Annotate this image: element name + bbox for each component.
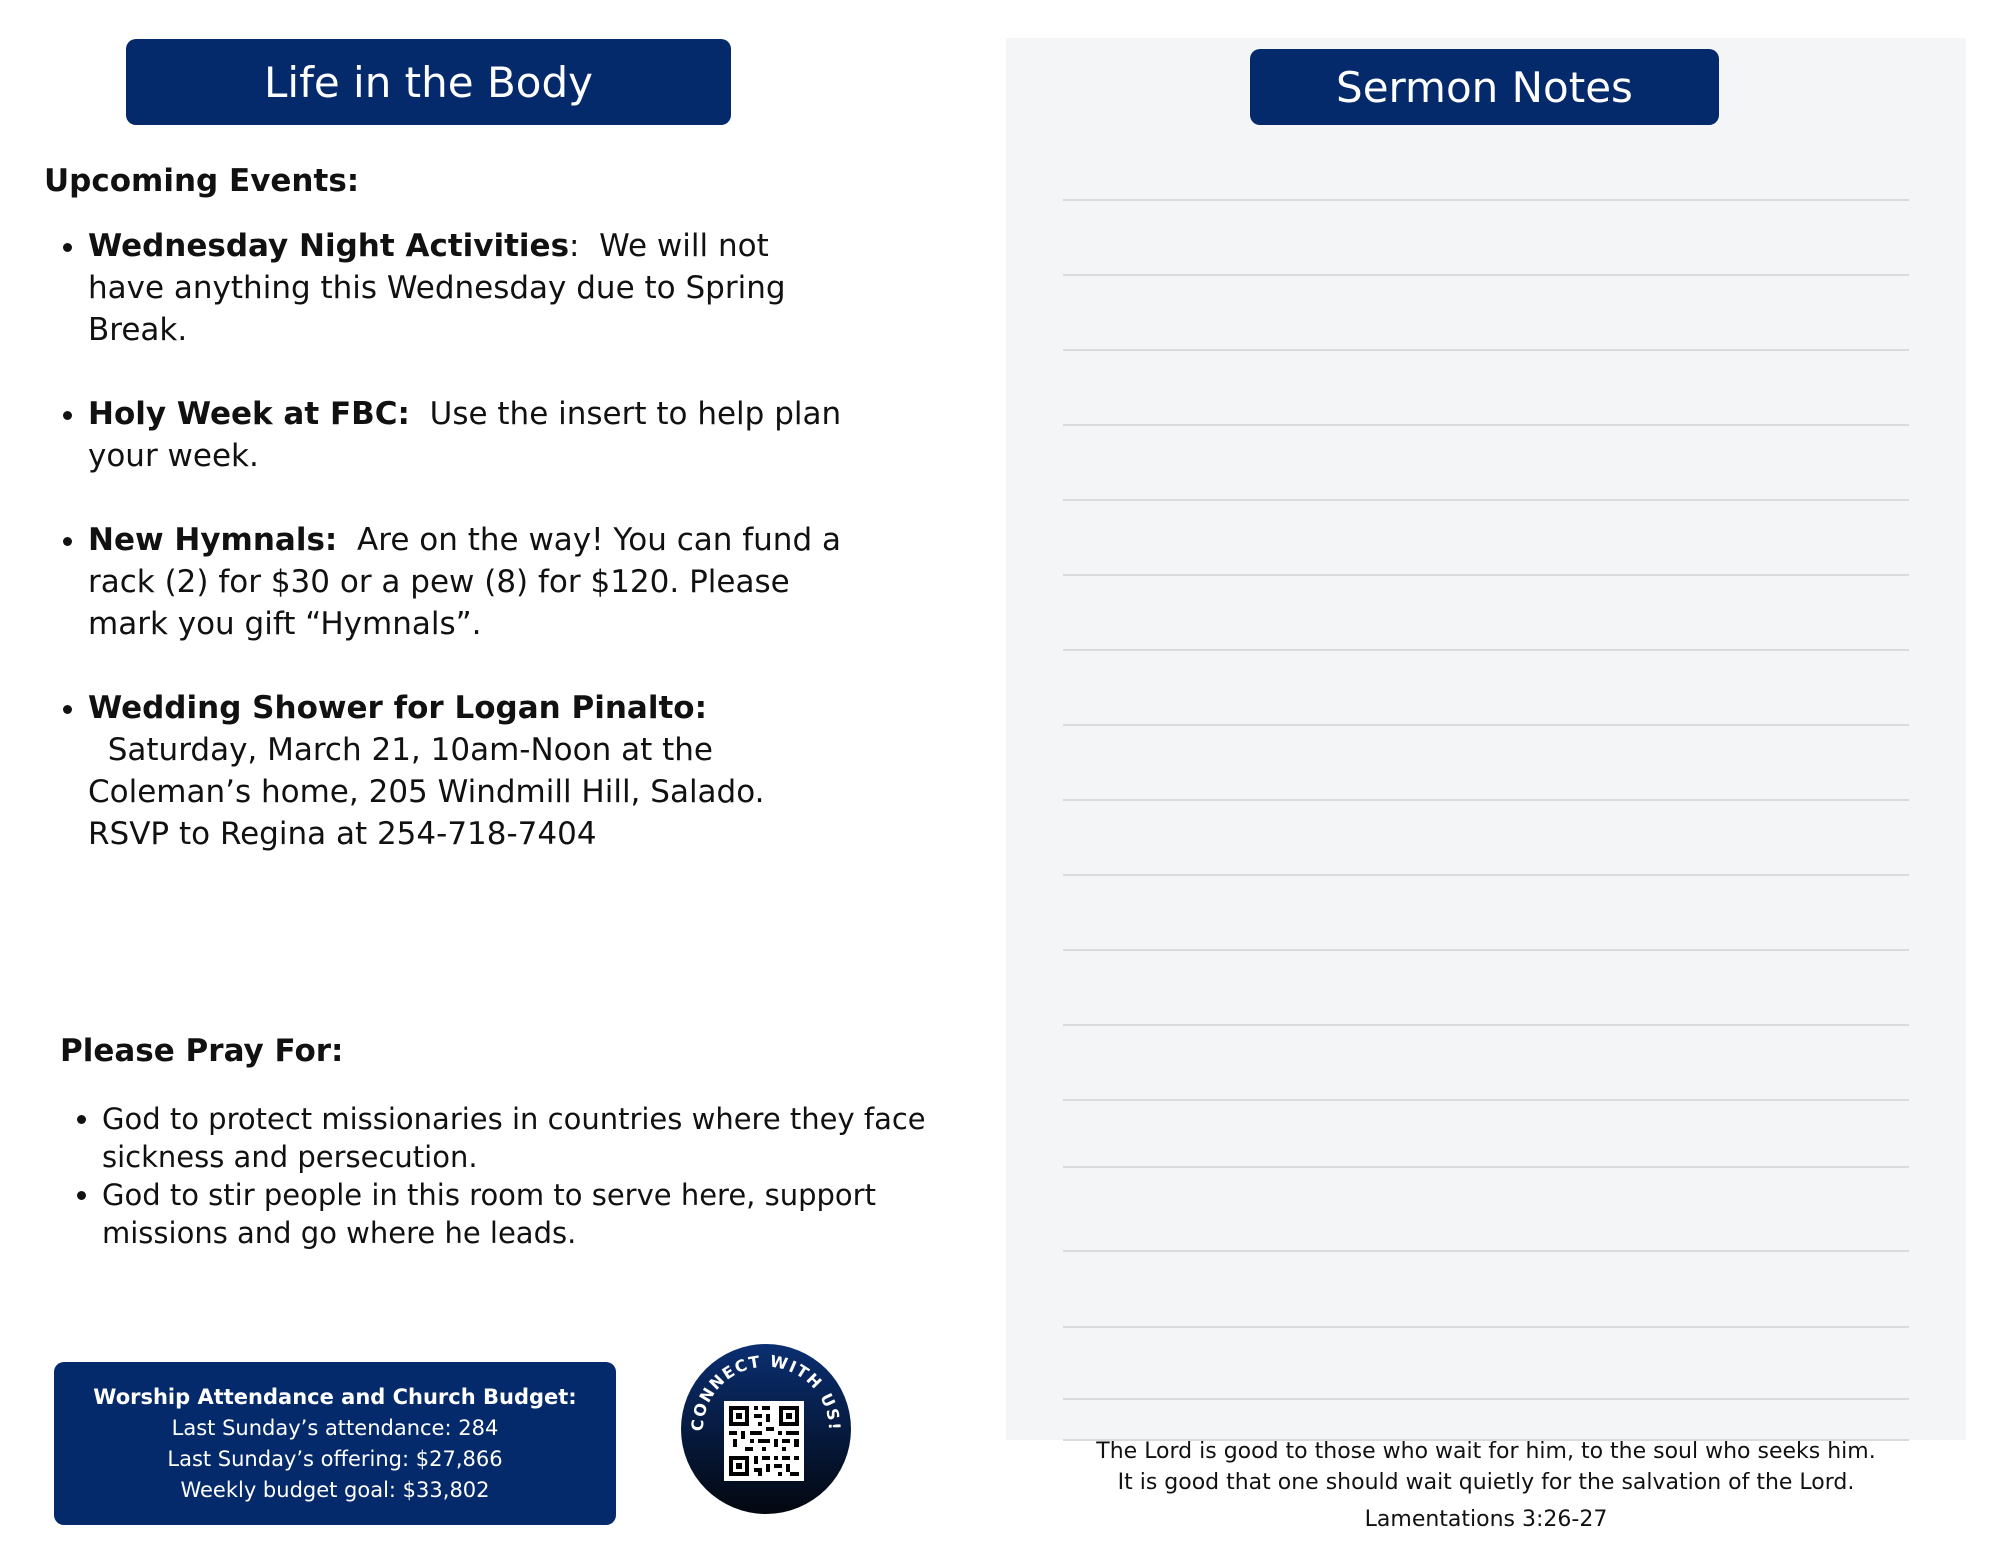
sermon-notes-panel bbox=[1006, 38, 1966, 1440]
note-line[interactable] bbox=[1063, 499, 1909, 501]
budget-box bbox=[54, 1362, 616, 1525]
event-item bbox=[88, 393, 848, 477]
budget-heading: Worship Attendance and Church Budget: bbox=[93, 1384, 577, 1409]
note-line[interactable] bbox=[1063, 349, 1909, 351]
verse-line-2: It is good that one should wait quietly for the salvation of the Lord. bbox=[1117, 1470, 1855, 1495]
note-line[interactable] bbox=[1063, 724, 1909, 726]
budget-goal-text: Weekly budget goal: $33,802 bbox=[180, 1477, 490, 1502]
note-line[interactable] bbox=[1063, 1250, 1909, 1252]
note-line[interactable] bbox=[1063, 574, 1909, 576]
event-title: Wedding Shower for Logan Pinalto: bbox=[88, 690, 707, 726]
verse-line-1: The Lord is good to those who wait for him, to the soul who seeks him. bbox=[1096, 1439, 1876, 1464]
connect-with-us-badge[interactable] bbox=[680, 1343, 852, 1515]
connect-label: CONNECT WITH US! bbox=[687, 1351, 845, 1432]
life-in-the-body-title: Life in the Body bbox=[264, 57, 593, 107]
attendance-text: Last Sunday’s attendance: 284 bbox=[171, 1415, 499, 1440]
offering-text: Last Sunday’s offering: $27,866 bbox=[167, 1446, 503, 1471]
event-title: Wednesday Night Activities bbox=[88, 228, 570, 264]
prayer-item: • God to protect missionaries in countries where they face sickness and persecution. bbox=[102, 1100, 932, 1176]
event-text: Are on the way! You can fund a rack (2) for $30 or a pew (8) for $120. Please mark you gift “Hymnals”. bbox=[88, 522, 841, 642]
note-line[interactable] bbox=[1063, 874, 1909, 876]
note-line[interactable] bbox=[1063, 1326, 1909, 1328]
events-list bbox=[44, 225, 848, 897]
note-line[interactable] bbox=[1063, 1398, 1909, 1400]
note-line[interactable] bbox=[1063, 949, 1909, 951]
note-line[interactable] bbox=[1063, 1166, 1909, 1168]
event-item bbox=[88, 687, 848, 855]
note-line[interactable] bbox=[1063, 1099, 1909, 1101]
event-item: • Wednesday Night Activities: We will not have anything this Wednesday due to Spring Break. bbox=[88, 225, 848, 351]
qr-code-icon[interactable] bbox=[724, 1401, 804, 1481]
upcoming-events-heading: Upcoming Events: bbox=[44, 163, 360, 199]
note-line[interactable] bbox=[1063, 199, 1909, 201]
event-item bbox=[88, 519, 848, 645]
note-line[interactable] bbox=[1063, 799, 1909, 801]
note-line[interactable] bbox=[1063, 1024, 1909, 1026]
event-title: Holy Week at FBC: bbox=[88, 396, 410, 432]
note-line[interactable] bbox=[1063, 649, 1909, 651]
prayer-list bbox=[60, 1100, 932, 1252]
note-line[interactable] bbox=[1063, 424, 1909, 426]
verse-reference: Lamentations 3:26-27 bbox=[1364, 1507, 1608, 1532]
event-text: Saturday, March 21, 10am-Noon at the Coleman’s home, 205 Windmill Hill, Salado. RSVP to Regina at 254-718-7404 bbox=[88, 732, 765, 852]
life-in-the-body-header bbox=[126, 39, 731, 125]
event-text: We will not have anything this Wednesday due to Spring Break. bbox=[88, 228, 786, 348]
event-text: Use the insert to help plan your week. bbox=[88, 396, 842, 474]
note-line[interactable] bbox=[1063, 274, 1909, 276]
scripture-verse bbox=[1006, 1436, 1966, 1535]
sermon-notes-header bbox=[1250, 49, 1719, 125]
sermon-notes-title: Sermon Notes bbox=[1336, 62, 1633, 112]
event-title: New Hymnals: bbox=[88, 522, 338, 558]
prayer-item: • God to stir people in this room to serve here, support missions and go where he leads. bbox=[102, 1176, 932, 1252]
please-pray-heading: Please Pray For: bbox=[60, 1033, 344, 1069]
